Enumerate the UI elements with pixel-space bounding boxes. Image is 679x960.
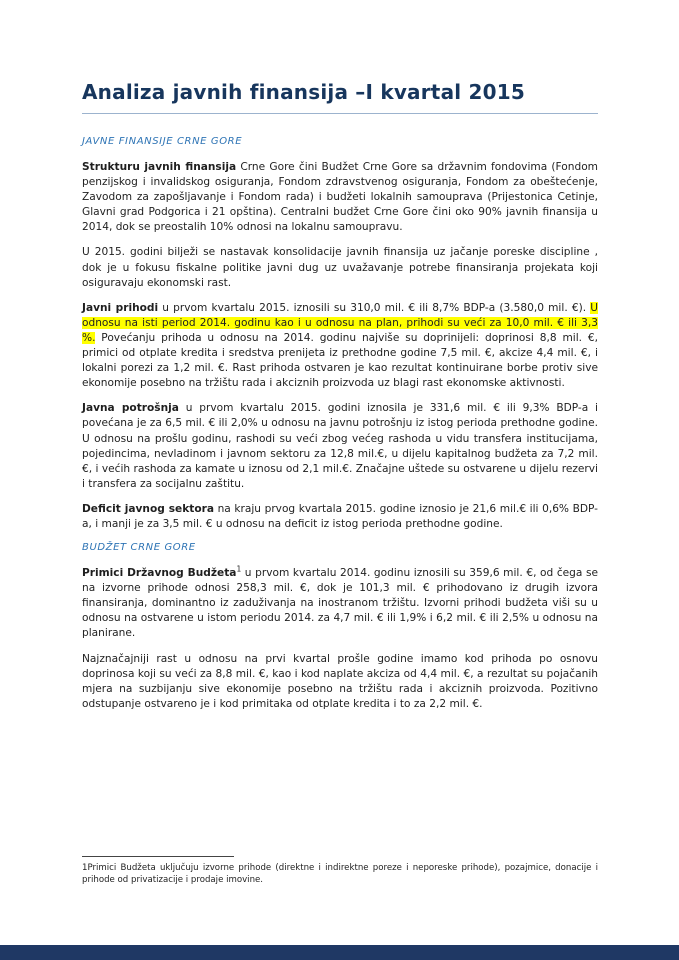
paragraph-lead-bold: Primici Državnog Budžeta xyxy=(82,567,237,580)
highlighted-text: U odnosu na isti period 2014. godinu kao i u odnosu na plan, prihodi su veći za 10,0 mil. € ili 3,3 %. xyxy=(82,301,598,344)
document-content xyxy=(82,80,598,722)
paragraph-text: U 2015. godini bilježi se nastavak konsolidacije javnih finansija uz jačanje poreske discipline , dok je u fokusu fiskalne politike javni dug uz uvažavanje potrebe finansiranja projekata koji osiguravaju ekonomski rast. xyxy=(82,246,598,289)
footnote-marker: 1 xyxy=(82,862,88,873)
paragraph-text: u prvom kvartalu 2015. iznosili su 310,0 mil. € ili 8,7% BDP-a (3.580,0 mil. €). xyxy=(158,301,591,314)
page-title: Analiza javnih finansija –I kvartal 2015 xyxy=(82,80,598,114)
section-heading-budzet-crne-gore: BUDŽET CRNE GORE xyxy=(82,542,196,554)
paragraph-javni-prihodi xyxy=(82,301,598,392)
paragraph-text: u prvom kvartalu 2014. godinu iznosili su 359,6 mil. €, od čega se na izvorne prihode odnosi 258,3 mil. €, dok je 101,3 mil. € prihodovano iz drugih izvora finansiranja, dominantno iz zaduživanja na inostranom tržištu. Izvorni prihodi budžeta viši su u odnosu na ostvarene u istom periodu 2014. za 4,7 mil. € ili 1,9% i 6,2 mil. € ili 2,5% u odnosu na planirane. xyxy=(82,567,599,640)
footnote-text xyxy=(82,862,598,886)
paragraph-text: Najznačajniji rast u odnosu na prvi kvartal prošle godine imamo kod prihoda po osnovu doprinosa koji su veći za 8,8 mil. €, kao i kod naplate akciza od 4,4 mil. €, a rezultat su pojačanih mjera na suzbijanju sive ekonomije posebno na tržištu rada i akciznih proizvoda. Pozitivno odstupanje ostvareno je i kod primitaka od otplate kredita i to za 2,2 mil. €. xyxy=(82,652,598,710)
paragraph-lead-bold: Javni prihodi xyxy=(82,301,159,314)
paragraph-javna-potrosnja xyxy=(82,401,598,492)
paragraph-lead-bold: Deficit javnog sektora xyxy=(82,502,214,515)
footnote-body: Primici Budžeta uključuju izvorne prihode (direktne i indirektne poreze i neporeske prihode), pozajmice, donacije i prihode od privatizacije i prodaje imovine. xyxy=(82,862,598,885)
paragraph-text: Povećanju prihoda u odnosu na 2014. godinu najviše su doprinijeli: doprinosi 8,8 mil. €, primici od otplate kredita i sredstva prenijeta iz prethodne godine 7,5 mil. €, akcize 4,4 mil. €, i lokalni porezi za 1,2 mil. €. Rast prihoda ostvaren je kao rezultat kontinuirane borbe protiv sive ekonomije posebno na tržištu rada i akciznih proizvoda uz blagi rast ekonomske aktivnosti. xyxy=(82,331,598,390)
paragraph-struktura-javnih-finansija xyxy=(82,160,598,235)
paragraph-lead-bold: Javna potrošnja xyxy=(82,402,179,415)
footnote-ref-1: 1 xyxy=(236,564,242,574)
paragraph-lead-bold: Strukturu javnih finansija xyxy=(82,161,237,173)
section-heading-javne-finansije: JAVNE FINANSIJE CRNE GORE xyxy=(82,136,243,147)
paragraph-primici-budzeta xyxy=(82,566,598,641)
paragraph-deficit-javnog-sektora xyxy=(82,502,598,532)
paragraph-text: na kraju prvog kvartala 2015. godine iznosio je 21,6 mil.€ ili 0,6% BDP-a, i manji je za 3,5 mil. € u odnosu na deficit iz istog perioda prethodne godine. xyxy=(82,502,598,530)
paragraph-najznacajniji-rast xyxy=(82,652,598,712)
footnote-separator xyxy=(82,856,234,857)
footnote-area xyxy=(82,856,598,886)
paragraph-konsolidacija xyxy=(82,245,598,290)
paragraph-text: u prvom kvartalu 2015. godini iznosila je 331,6 mil. € ili 9,3% BDP-a i povećana je za 6,5 mil. € ili 2,0% u odnosu na javnu potrošnju iz istog perioda prethodne godine. U odnosu na prošlu godinu, rashodi su veći zbog većeg rashoda u vidu transfera institucijama, pojedincima, nevladinom i javnom sektoru za 12,8 mil.€, u dijelu kapitalnog budžeta za 7,2 mil. €, i većih rashoda za kamate u iznosu od 2,1 mil.€. Značajne uštede su ostvarene u dijelu rezervi i transfera za socijalnu zaštitu. xyxy=(82,402,598,490)
paragraph-text: Crne Gore čini Budžet Crne Gore sa državnim fondovima (Fondom penzijskog i invalidskog osiguranja, Fondom zdravstvenog osiguranja, Fondom za obeštećenje, Zavodom za zapošljavanje i Fondom rada) i budžeti lokalnih samouprava (Prijestonica Cetinje, Glavni grad Podgorica i 21 opština). Centralni budžet Crne Gore čini oko 90% javnih finansija u 2014, dok se preostalih 10% odnosi na lokalnu samoupravu. xyxy=(82,161,598,234)
footer-bar xyxy=(0,945,679,960)
